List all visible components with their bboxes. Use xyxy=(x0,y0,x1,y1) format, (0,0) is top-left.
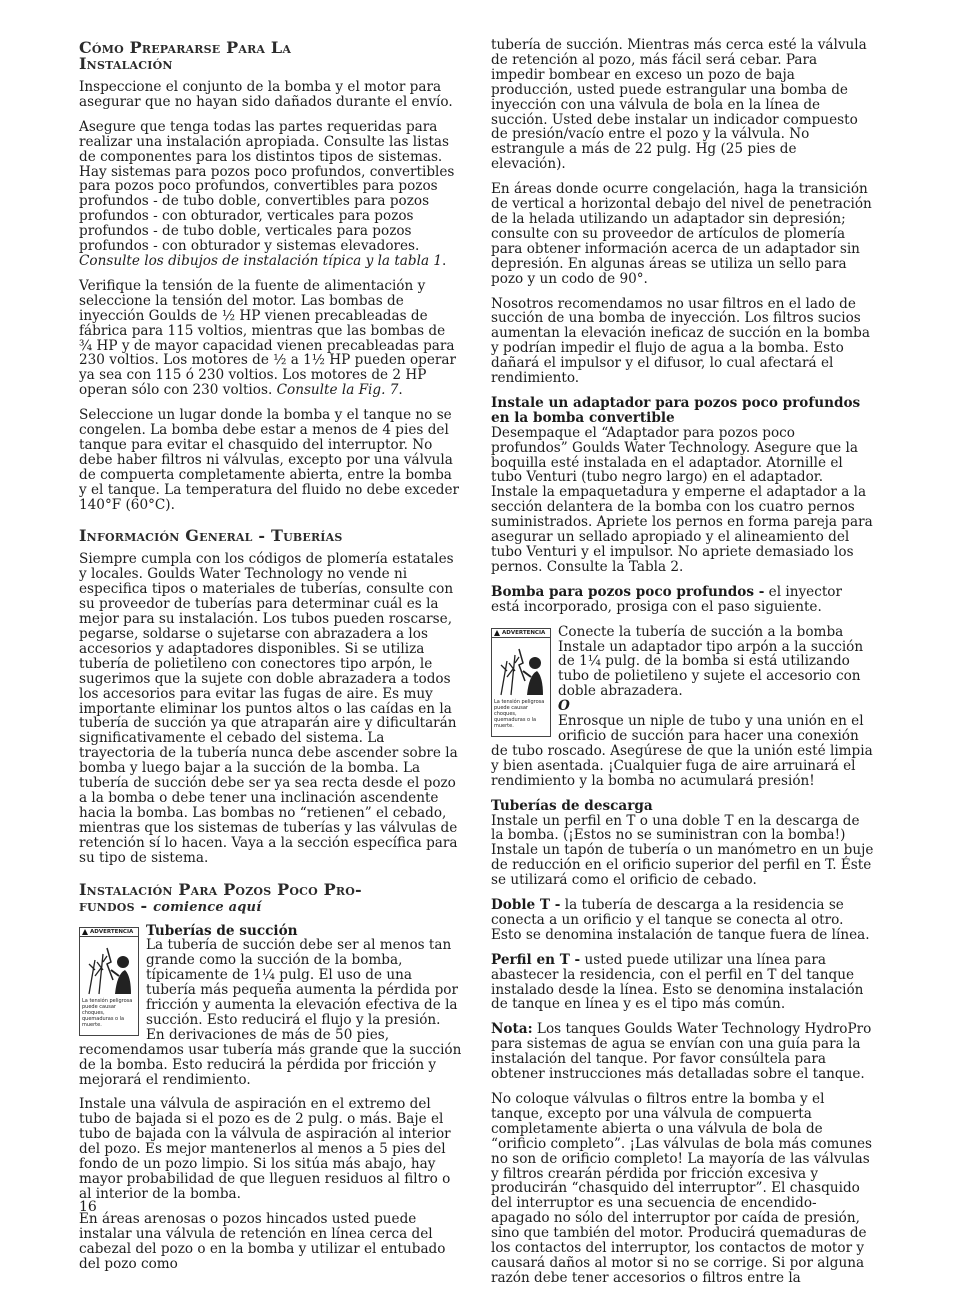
warning-triangle-icon xyxy=(494,630,500,636)
paragraph: Instale un perfil en T o una doble T en la descarga de la bomba. (¡Estos no se suministran con la bomba!) Instale un tapón de tubería o un manómetro en un buje de reducción en el orificio superior del perfil en T. Éste se utilizará como el orificio de cebado. xyxy=(491,812,874,889)
subheading-suction-piping: Tuberías de succión xyxy=(146,922,298,939)
paragraph: Doble T - la tubería de descarga a la residencia se conecta a un orificio y el tanque se conecta al otro. Esto se denomina instalación de tanque fuera de línea. xyxy=(491,897,870,943)
paragraph: Nota: Los tanques Goulds Water Technology HydroPro para sistemas de agua se envían con una guía para la instalación del tanque. Por favor consúltela para obtener instrucciones más detalladas sobre el tanque. xyxy=(491,1021,872,1083)
electric-shock-icon xyxy=(497,641,545,697)
paragraph: Verifique la tensión de la fuente de alimentación y seleccione la tensión del motor. Las bombas de inyección Goulds de ½ HP vienen precableadas de fábrica para 115 voltios, mientras que las bombas de ¾ HP y de mayor capacidad vienen precableadas para 230 voltios. Los motores de ½ a 1½ HP pueden operar ya sea con 115 ó 230 voltios. Los motores de 2 HP operan sólo con 230 voltios. Consulte la Fig. 7. xyxy=(79,277,456,399)
warning-label: ADVERTENCIA La tensión peligrosa puede causar choques, quemaduras o la muerte. xyxy=(491,628,551,737)
paragraph: Instale una válvula de aspiración en el extremo del tubo de bajada si el pozo es de 2 pulg. o más. Baje el tubo de bajada con la válvula de aspiración al interior del pozo. Es mejor mantenerlos al menos a 5 pies del fondo de un pozo limpio. Si los sitúa más abajo, hay mayor probabilidad de que lleguen residuos al filtro o al interior de la bomba. xyxy=(79,1096,451,1202)
right-column xyxy=(491,38,874,1296)
heading-shallow-well: Instalación Para Pozos Poco Pro- fundos - comience aquí xyxy=(79,879,362,915)
paragraph: Seleccione un lugar donde la bomba y el tanque no se congelen. La bomba debe estar a menos de 4 pies del tanque para evitar el chasquido del interruptor. No debe haber filtros ni válvulas, excepto por una válvula de compuerta completamente abierta, entre la bomba y el tanque. La temperatura del fluido no debe exceder 140°F (60°C). xyxy=(79,407,460,513)
paragraph: Siempre cumpla con los códigos de plomería estatales y locales. Goulds Water Technology no vende ni especifica tipos o materiales de tuberías, consulte con su proveedor de tuberías para determinar cuál es la mejor para su instalación. Los tubos pueden roscarse, pegarse, soldarse o sujetarse con abrazadera a los accesorios y adaptadores disponibles. Si se utiliza tubería de polietileno con conectores tipo arpón, le sugerimos que la sujete con doble abrazadera a todos los accesorios para evitar las fugas de aire. Es muy importante eliminar los puntos altos o las caídas en la tubería de succión ya que atraparán aire y dificultarán significativamente el cebado del sistema. La trayectoria de la tubería nunca debe ascender sobre la bomba y luego bajar a la succión de la bomba. La tubería de succión debe ser ya sea recta desde el pozo a la bomba o debe tener una inclinación ascendente hacia la bomba. Las bombas no “retienen” el cebado, mientras que los sistemas de tuberías y las válvulas de retención sí lo hacen. Vaya a la sección específica para su tipo de sistema. xyxy=(79,551,458,866)
electric-shock-icon xyxy=(85,940,133,996)
heading-piping-general: Información General - Tuberías xyxy=(79,526,343,546)
paragraph: Perfil en T - usted puede utilizar una línea para abastecer la residencia, con el perfil en T del tanque instalado desde la línea. Esto se denomina instalación de tanque en línea y es el tipo más común. xyxy=(491,951,864,1013)
paragraph: Asegure que tenga todas las partes requeridas para realizar una instalación apropiada. Consulte las listas de componentes para los distintos tipos de sistemas. Hay sistemas para pozos poco profundos, convertibles para pozos poco profundos, convertibles para pozos profundos - de tubo doble, convertibles para pozos profundos - con obturador, verticales para pozos profundos - de tubo doble, verticales para pozos profundos - con obturador y sistemas elevadores. Consulte los dibujos de instalación típica y la tabla 1. xyxy=(79,118,455,269)
heading-preparation: Cómo Prepararse Para La Instalación xyxy=(79,38,292,73)
paragraph: No coloque válvulas o filtros entre la bomba y el tanque, excepto por una válvula de compuerta completamente abierta o una válvula de bola de “orificio completo”. ¡Las válvulas de bola más comunes no son de orificio completo! La mayoría de las válvulas y filtros crearán pérdida por fricción excesiva y producirán “chasquido del interruptor”. El chasquido del interruptor es una secuencia de encendido-apagado no sólo del interruptor por caída de presión, sino que también del motor. Producirá quemaduras de los contactos del interruptor, los contactos de motor y causará daños al motor si no se corrige. Si por alguna razón debe tener accesorios o filtros entre la xyxy=(491,1091,872,1286)
paragraph: Conecte la tubería de succión a la bomba Instale un adaptador tipo arpón a la succión de 1¼ pulg. de la bomba si está utilizando tubo de polietileno y sujete el accesorio con doble abrazadera. xyxy=(558,623,864,700)
paragraph: tubería de succión. Mientras más cerca esté la válvula de retención al pozo, más fácil será cebar. Para impedir bombear en exceso un pozo de baja producción, usted puede estrangular una bomba de inyección con una válvula de bola en la línea de succión. Usted debe instalar un indicador compuesto de presión/vacío entre el pozo y la válvula. No estrangule a más de 22 pulg. Hg (25 pies de elevación). xyxy=(491,37,867,173)
warning-triangle-icon xyxy=(82,929,88,935)
page-number: 16 xyxy=(79,1199,97,1215)
or-separator: O xyxy=(558,698,570,715)
paragraph: Desempaque el “Adaptador para pozos poco profundos” Goulds Water Technology. Asegure que la boquilla esté instalada en el adaptador. Atornille el tubo Venturi (tubo negro largo) en el adaptador. Instale la empaquetadura y emperne el adaptador a la sección delantera de la bomba con los cuatro pernos suministrados. Apriete los pernos en forma pareja para asegurar un sellado apropiado y el alineamiento del tubo Venturi y el impulsor. No apriete demasiado los pernos. Consulte la Tabla 2. xyxy=(491,424,873,575)
left-column xyxy=(79,38,462,1281)
subheading-discharge-piping: Tuberías de descarga xyxy=(491,797,653,814)
paragraph: Inspeccione el conjunto de la bomba y el motor para asegurar que no hayan sido dañados durante el envío. xyxy=(79,79,453,110)
warning-label: ADVERTENCIA La tensión peligrosa puede causar choques, quemaduras o la muerte. xyxy=(79,927,139,1036)
paragraph: Nosotros recomendamos no usar filtros en el lado de succión de una bomba de inyección. Los filtros sucios aumentan la elevación ineficaz de succión en la bomba y podrían impedir el flujo de agua a la bomba. Esto dañará el impulsor y el difusor, lo cual afectará el rendimiento. xyxy=(491,295,870,387)
paragraph: En áreas arenosas o pozos hincados usted puede instalar una válvula de retención en línea cerca del cabezal del pozo o en la bomba y utilizar el entubado del pozo como xyxy=(79,1210,446,1272)
paragraph: Bomba para pozos poco profundos - el inyector está incorporado, prosiga con el paso siguiente. xyxy=(491,583,842,615)
subheading-adapter: Instale un adaptador para pozos poco profundos en la bomba convertible xyxy=(491,394,861,426)
paragraph: Enrosque un niple de tubo y una unión en el orificio de succión para hacer una conexión de tubo roscado. Asegúrese de que la unión esté limpia y bien asentada. ¡Cualquier fuga de aire arruinará el rendimiento y la bomba no acumulará presión! xyxy=(491,713,873,789)
paragraph: La tubería de succión debe ser al menos tan grande como la succión de la bomba, típicamente de 1¼ pulg. El uso de una tubería más pequeña aumenta la pérdida por fricción y aumenta la elevación efectiva de la succión. Esto reducirá el flujo y la presión. En derivaciones de más de 50 pies, recomendamos usar tubería más grande que la succión de la bomba. Esto reducirá la pérdida por fricción y mejorará el rendimiento. xyxy=(79,937,462,1088)
paragraph: En áreas donde ocurre congelación, haga la transición de vertical a horizontal debajo del nivel de penetración de la helada utilizando un adaptador sin depresión; consulte con su proveedor de artículos de plomería para obtener información acerca de un adaptador sin depresión. En algunas áreas se utiliza un sello para pozo y un codo de 90°. xyxy=(491,181,872,287)
